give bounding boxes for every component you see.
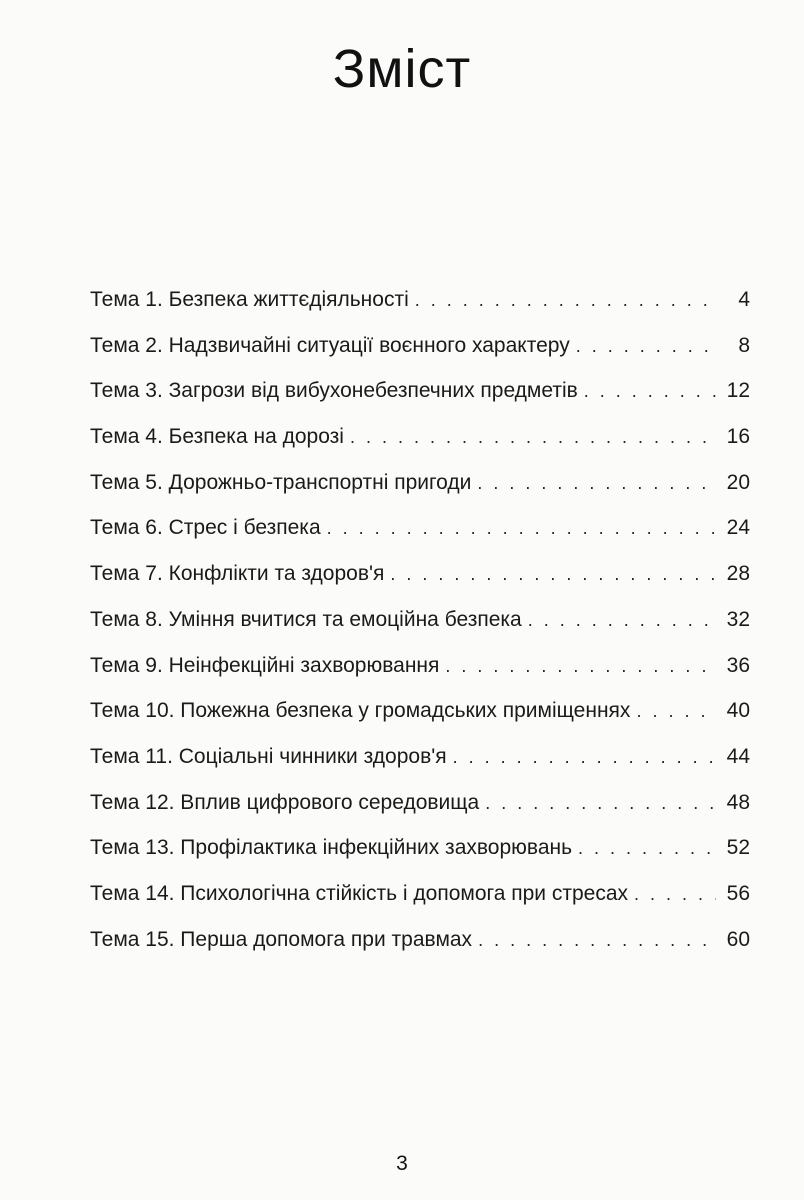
- toc-entry-label: Тема 13. Профілактика інфекційних захворювань: [90, 836, 573, 860]
- toc-dot-leader: [634, 879, 716, 909]
- toc-entry-label: Тема 8. Уміння вчитися та емоційна безпека: [90, 607, 522, 631]
- page-title: Зміст: [332, 39, 472, 99]
- toc-dot-leader: [390, 559, 716, 589]
- toc-entry-page: 24: [726, 516, 750, 540]
- toc-entry: [90, 788, 750, 834]
- toc-entry: [90, 422, 750, 468]
- toc-entry-label: Тема 2. Надзвичайні ситуації воєнного характеру: [90, 333, 570, 357]
- toc-dot-leader: [576, 331, 716, 361]
- toc-dot-leader: [485, 788, 716, 818]
- toc-dot-leader: [528, 605, 716, 635]
- toc-entry-page: 12: [726, 379, 750, 403]
- toc-entry-page: 36: [726, 653, 750, 677]
- toc-entry-page: 28: [726, 562, 750, 586]
- toc-entry: [90, 559, 750, 605]
- toc-entry: [90, 879, 750, 925]
- toc-dot-leader: [477, 468, 716, 498]
- toc-entry-label: Тема 10. Пожежна безпека у громадських приміщеннях: [90, 699, 631, 723]
- toc-entry: [90, 696, 750, 742]
- table-of-contents: [90, 285, 750, 970]
- toc-entry-page: 60: [726, 927, 750, 951]
- toc-dot-leader: [445, 651, 716, 681]
- toc-entry: [90, 605, 750, 651]
- toc-entry-label: Тема 12. Вплив цифрового середовища: [90, 790, 480, 814]
- toc-dot-leader: [327, 513, 716, 543]
- toc-entry: [90, 925, 750, 971]
- page-number: 3: [396, 1152, 408, 1175]
- toc-entry: [90, 651, 750, 697]
- toc-entry-page: 56: [726, 881, 750, 905]
- toc-entry-label: Тема 4. Безпека на дорозі: [90, 425, 344, 449]
- toc-dot-leader: [453, 742, 716, 772]
- toc-entry: [90, 285, 750, 331]
- toc-entry-page: 16: [726, 425, 750, 449]
- toc-dot-leader: [415, 285, 716, 315]
- toc-dot-leader: [350, 422, 716, 452]
- toc-entry-page: 8: [738, 333, 750, 357]
- toc-entry-label: Тема 15. Перша допомога при травмах: [90, 927, 473, 951]
- toc-entry-page: 44: [726, 744, 750, 768]
- toc-dot-leader: [584, 376, 716, 406]
- toc-dot-leader: [478, 925, 716, 955]
- toc-entry: [90, 742, 750, 788]
- toc-entry-label: Тема 1. Безпека життєдіяльності: [90, 288, 409, 311]
- toc-entry-label: Тема 3. Загрози від вибухонебезпечних предметів: [90, 379, 578, 403]
- toc-entry-label: Тема 5. Дорожньо-транспортні пригоди: [90, 470, 472, 494]
- toc-entry-label: Тема 14. Психологічна стійкість і допомога при стресах: [90, 881, 629, 905]
- toc-dot-leader: [578, 833, 716, 863]
- toc-entry-page: 4: [738, 288, 750, 311]
- toc-entry-label: Тема 6. Стрес і безпека: [90, 516, 321, 540]
- toc-entry-page: 48: [726, 790, 750, 814]
- toc-entry-page: 52: [726, 836, 750, 860]
- toc-entry-page: 32: [726, 607, 750, 631]
- toc-entry: [90, 331, 750, 377]
- toc-entry: [90, 833, 750, 879]
- toc-dot-leader: [636, 696, 716, 726]
- toc-entry: [90, 376, 750, 422]
- toc-entry-page: 20: [726, 470, 750, 494]
- toc-entry-page: 40: [726, 699, 750, 723]
- toc-entry-label: Тема 9. Неінфекційні захворювання: [90, 653, 440, 677]
- toc-entry: [90, 468, 750, 514]
- toc-entry: [90, 513, 750, 559]
- toc-entry-label: Тема 7. Конфлікти та здоров'я: [90, 562, 385, 586]
- toc-entry-label: Тема 11. Соціальні чинники здоров'я: [90, 744, 447, 768]
